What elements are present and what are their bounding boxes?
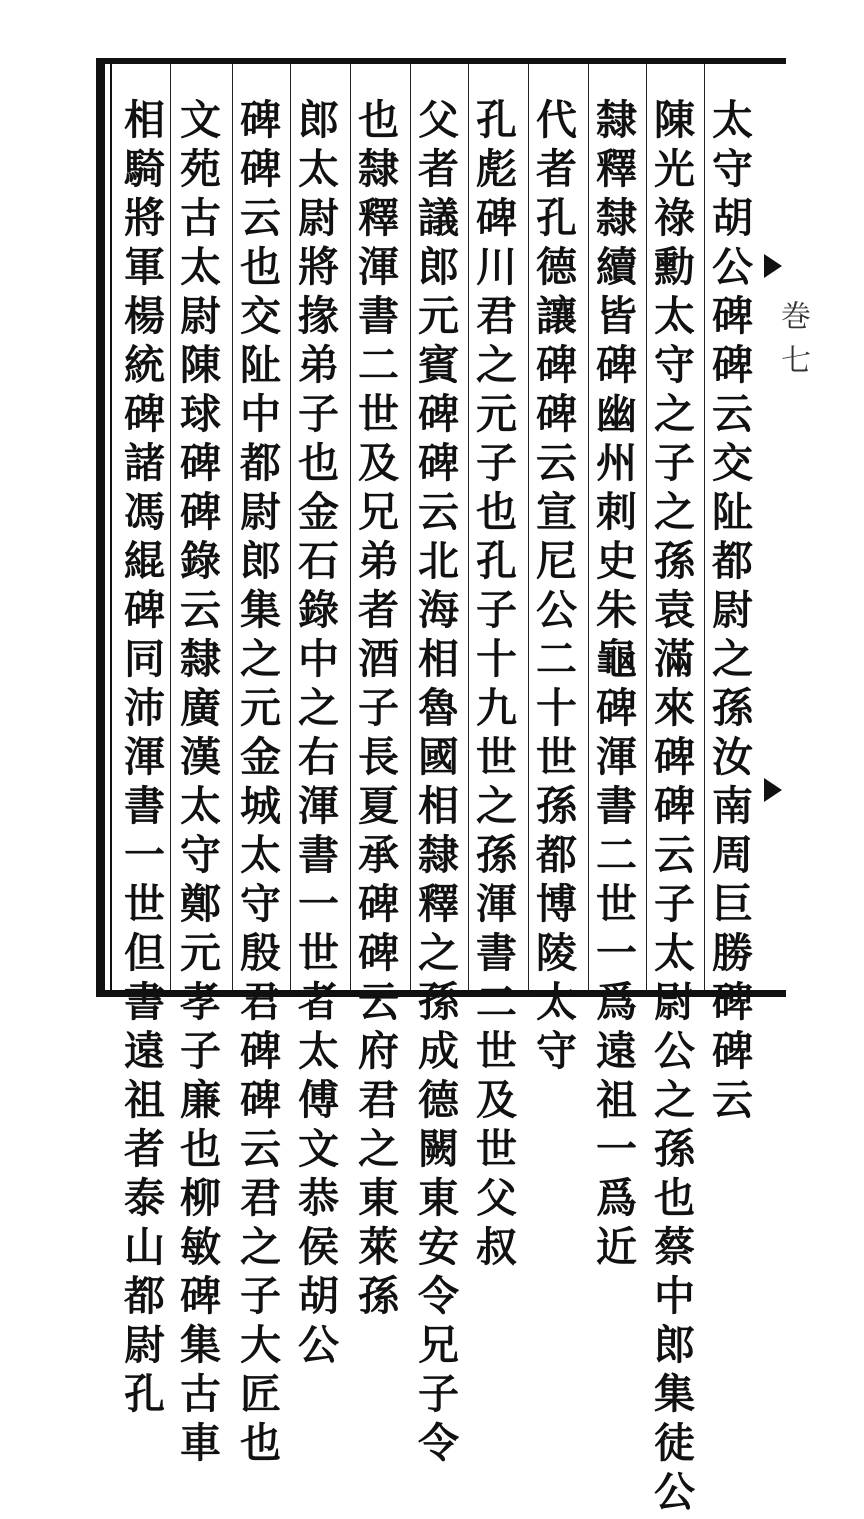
- text-column: 文苑古太尉陳球碑碑錄云隸廣漢太守鄭元孝子廉也柳敏碑集古車: [173, 98, 221, 1470]
- frame-top-border: [96, 58, 786, 64]
- text-column: 代者孔德讓碑碑云宣尼公二十世孫都博陵太守: [529, 98, 577, 1078]
- text-column: 太守胡公碑碑云交阯都尉之孫汝南周巨勝碑碑云: [705, 98, 753, 1127]
- text-column: 陳光祿勳太守之子之孫袁滿來碑碑云子太尉公之孫也蔡中郎集徒公: [647, 98, 695, 1519]
- text-column: 父者議郎元賓碑碑云北海相魯國相隸釋之孫成德闕東安令兄子令: [411, 98, 459, 1470]
- text-column: 隸釋隸續皆碑幽州刺史朱龜碑渾書二世一爲遠祖一爲近: [589, 98, 637, 1274]
- frame-left-border: [96, 58, 105, 997]
- text-column: 也隸釋渾書二世及兄弟者酒子長夏承碑碑云府君之東萊孫: [351, 98, 399, 1323]
- text-column: 郎太尉將掾弟子也金石錄中之右渾書一世者太傅文恭侯胡公: [291, 98, 339, 1372]
- fishtail-marker-icon: [764, 254, 782, 278]
- text-column: 孔彪碑川君之元子也孔子十九世之孫渾書二世及世父叔: [469, 98, 517, 1274]
- frame-left-inner-border: [110, 64, 112, 990]
- text-column: 碑碑云也交阯中都尉郎集之元金城太守殷君碑碑云君之子大匠也: [233, 98, 281, 1470]
- fishtail-marker-icon: [764, 778, 782, 802]
- margin-note: 巻七: [775, 300, 810, 388]
- text-column: 相騎將軍楊統碑諸馮緄碑同沛渾書一世但書遠祖者泰山都尉孔: [117, 98, 165, 1421]
